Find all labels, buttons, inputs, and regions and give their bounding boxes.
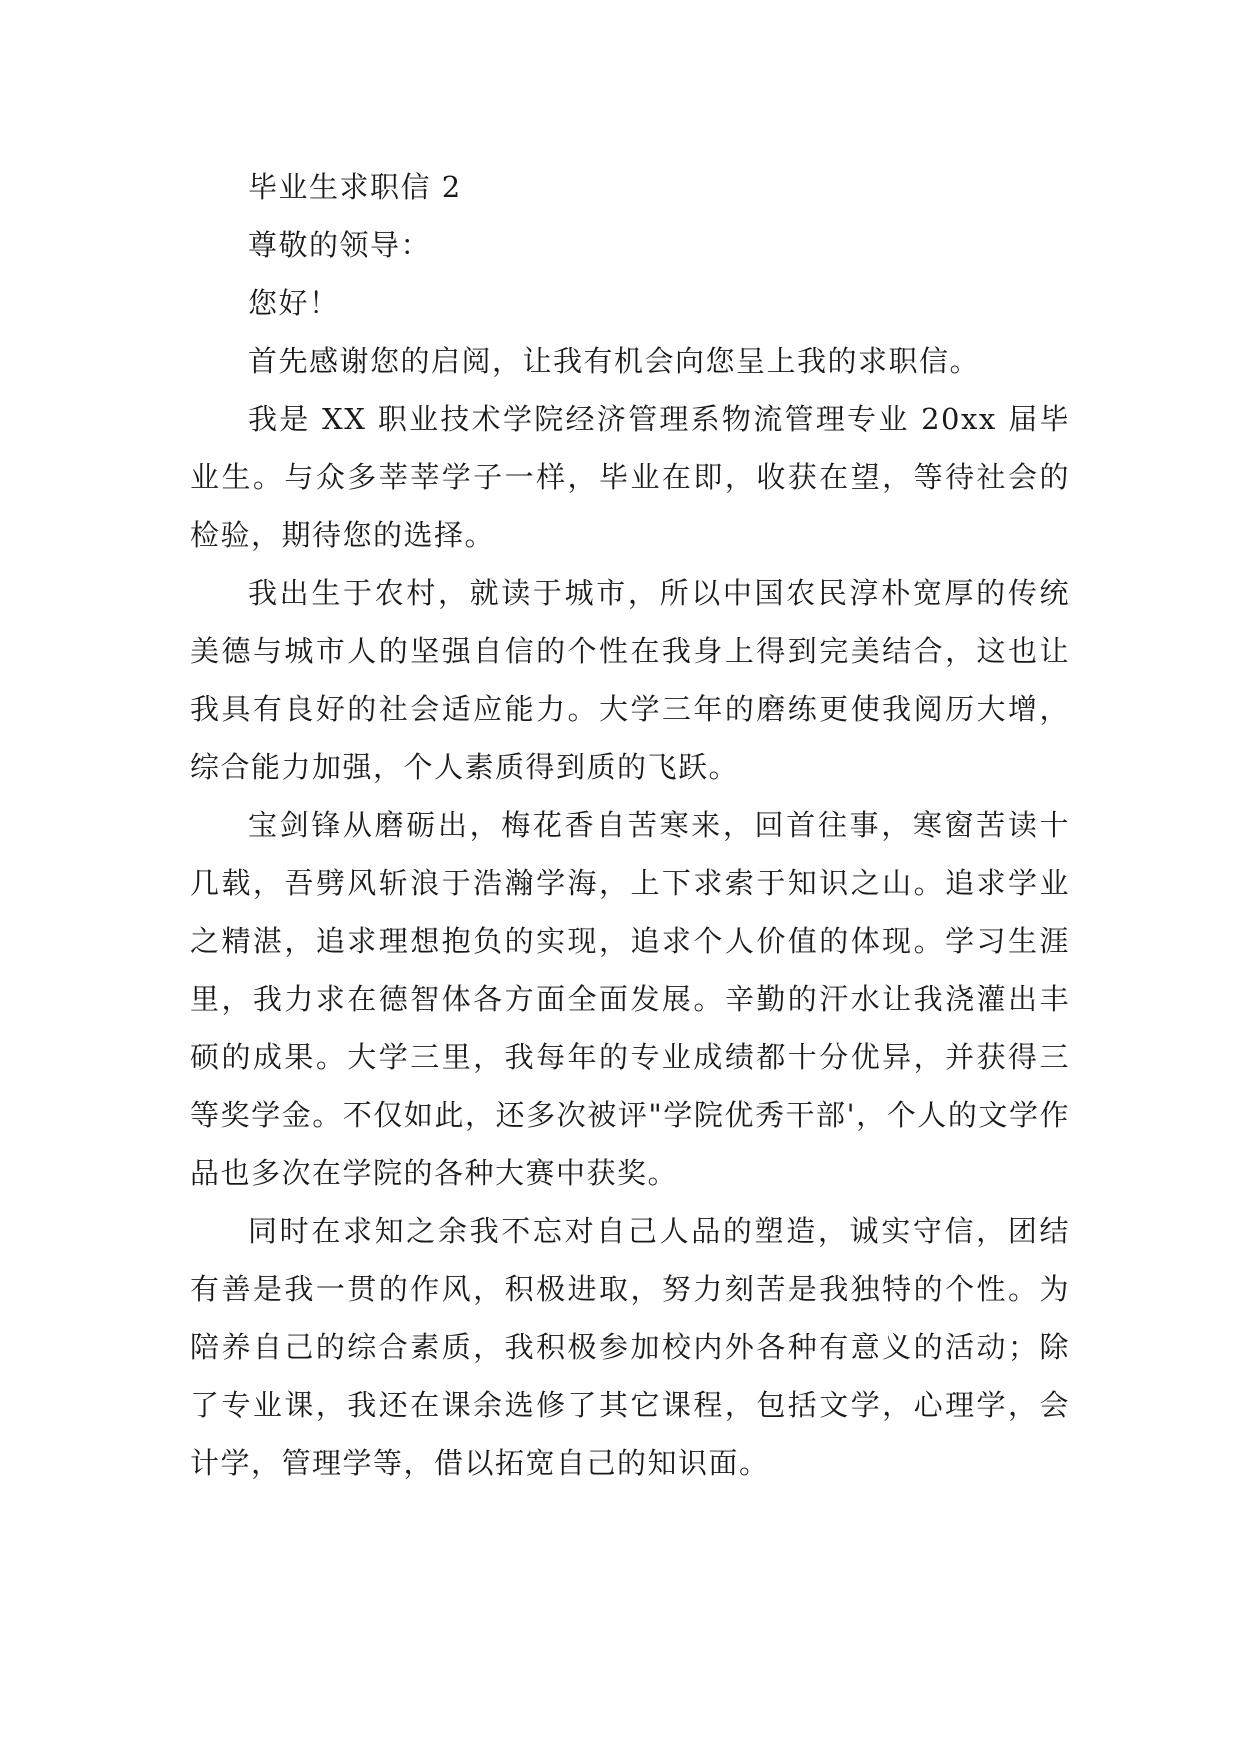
paragraph-1: 首先感谢您的启阅，让我有机会向您呈上我的求职信。	[248, 344, 981, 378]
letter-title: 毕业生求职信 2	[248, 170, 462, 204]
paragraph-5: 同时在求知之余我不忘对自己人品的塑造，诚实守信，团结有善是我一贯的作风，积极进取，努力刻苦是我独特的个性。为陪养自己的综合素质，我积极参加校内外各种有意义的活动；除了专业课，我还在课余选修了其它课程，包括文学，心理学，会计学，管理学等，借以拓宽自己的知识面。	[190, 1214, 1070, 1480]
letter-greeting: 您好！	[248, 286, 340, 320]
paragraph-2: 我是 XX 职业技术学院经济管理系物流管理专业 20xx 届毕业生。与众多莘莘学子一样，毕业在即，收获在望，等待社会的检验，期待您的选择。	[190, 402, 1070, 552]
paragraph-4: 宝剑锋从磨砺出，梅花香自苦寒来，回首往事，寒窗苦读十几载，吾劈风斩浪于浩瀚学海，上下求索于知识之山。追求学业之精湛，追求理想抱负的实现，追求个人价值的体现。学习生涯里，我力求在德智体各方面全面发展。辛勤的汗水让我浇灌出丰硕的成果。大学三里，我每年的专业成绩都十分优异，并获得三等奖学金。不仅如此，还多次被评"学院优秀干部'，个人的文学作品也多次在学院的各种大赛中获奖。	[190, 808, 1070, 1190]
letter-salutation: 尊敬的领导：	[248, 228, 432, 262]
paragraph-3: 我出生于农村，就读于城市，所以中国农民淳朴宽厚的传统美德与城市人的坚强自信的个性在我身上得到完美结合，这也让我具有良好的社会适应能力。大学三年的磨练更使我阅历大增，综合能力加强，个人素质得到质的飞跃。	[190, 576, 1070, 784]
letter-body	[190, 158, 1070, 1492]
